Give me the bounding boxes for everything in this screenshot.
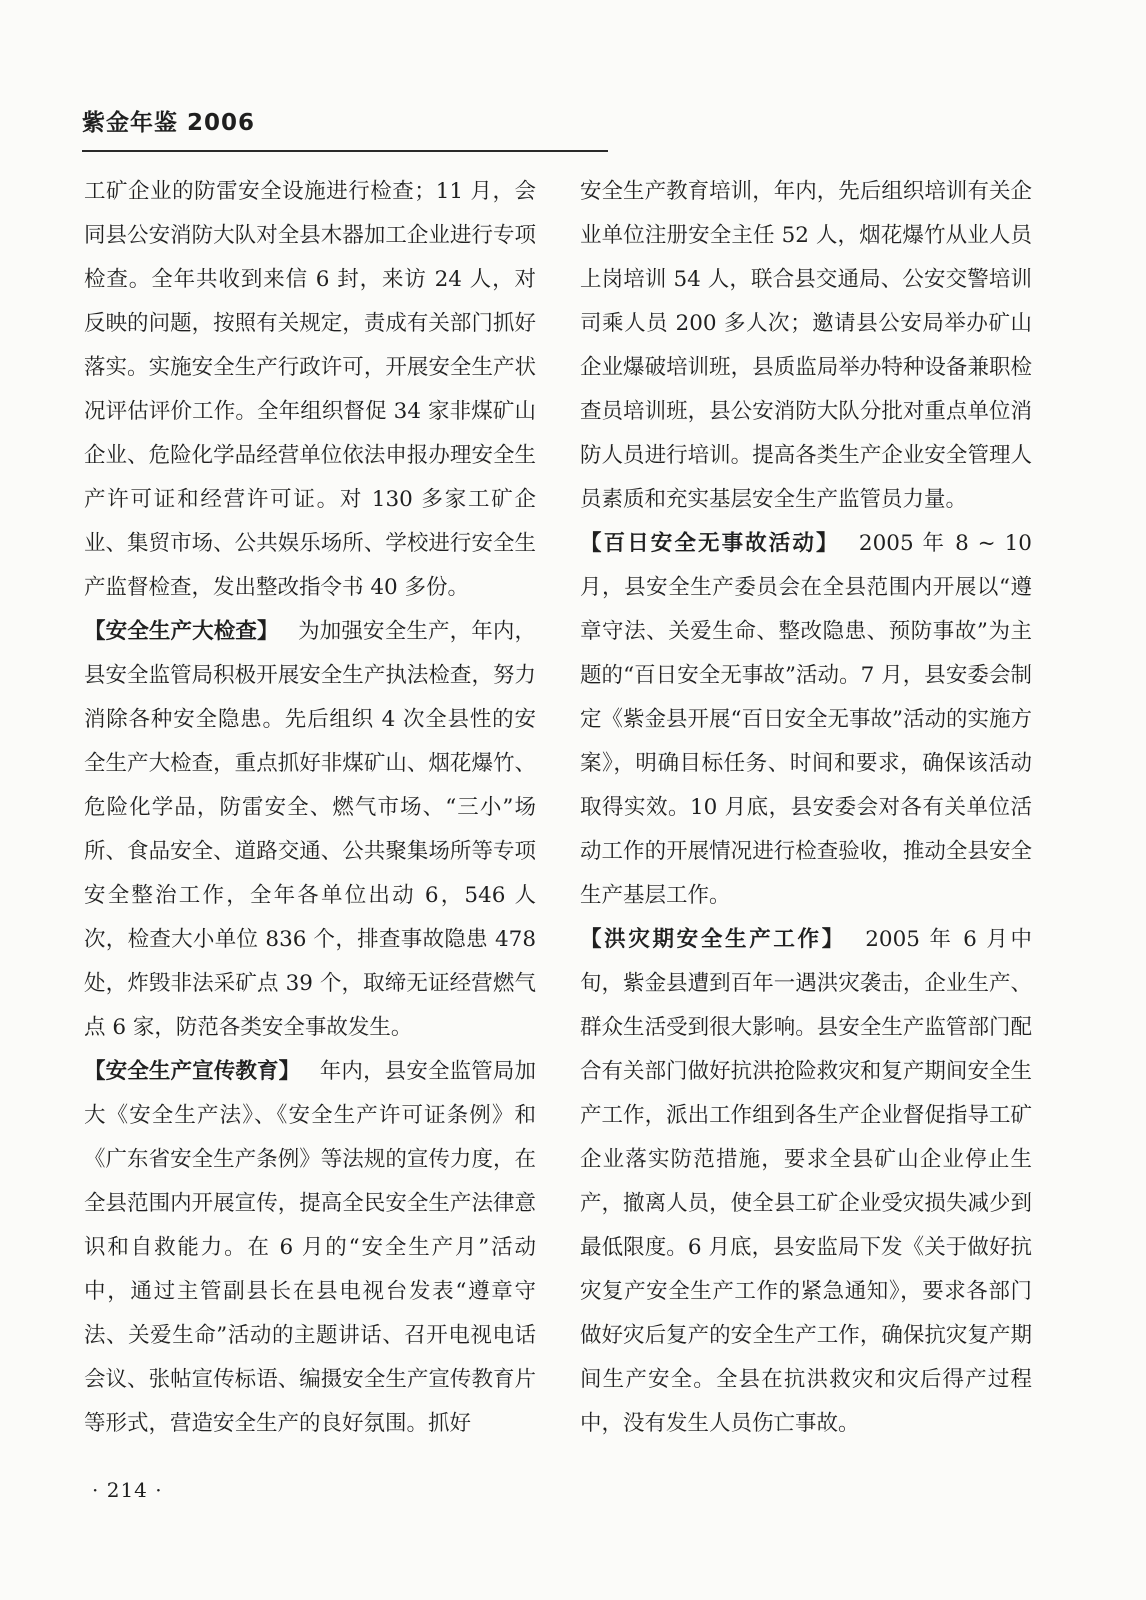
- paragraph-continued: [84, 170, 536, 610]
- section-body: 2005 年 6 月中旬，紫金县遭到百年一遇洪灾袭击，企业生产、群众生活受到很大影响。县安全生产监管部门配合有关部门做好抗洪抢险救灾和复产期间安全生产工作，派出工作组到各生产企业督促指导工矿企业落实防范措施，要求全县矿山企业停止生产，撤离人员，使全县工矿企业受灾损失减少到最低限度。6 月底，县安监局下发《关于做好抗灾复产安全生产工作的紧急通知》，要求各部门做好灾后复产的安全生产工作，确保抗灾复产期间生产安全。全县在抗洪救灾和灾后得产过程中，没有发生人员伤亡事故。: [580, 927, 1032, 1436]
- section-body: 年内，县安全监管局加大《安全生产法》、《安全生产许可证条例》和《广东省安全生产条例》等法规的宣传力度，在全县范围内开展宣传，提高全民安全生产法律意识和自救能力。在 6 月的“安全生产月”活动中，通过主管副县长在县电视台发表“遵章守法、关爱生命”活动的主题讲话、召开电视电话会议、张帖宣传标语、编摄安全生产宣传教育片等形式，营造安全生产的良好氛围。抓好: [84, 1059, 536, 1436]
- section-body: 2005 年 8 ~ 10 月，县安全生产委员会在全县范围内开展以“遵章守法、关爱生命、整改隐患、预防事故”为主题的“百日安全无事故”活动。7 月，县安委会制定《紫金县开展“百日安全无事故”活动的实施方案》，明确目标任务、时间和要求，确保该活动取得实效。10 月底，县安委会对各有关单位活动工作的开展情况进行检查验收，推动全县安全生产基层工作。: [580, 531, 1032, 908]
- section-safety-publicity: [84, 1050, 536, 1446]
- paragraph-text: 工矿企业的防雷安全设施进行检查；11 月，会同县公安消防大队对全县木器加工企业进行专项检查。全年共收到来信 6 封，来访 24 人，对反映的问题，按照有关规定，责成有关部门抓好落实。实施安全生产行政许可，开展安全生产状况评估评价工作。全年组织督促 34 家非煤矿山企业、危险化学品经营单位依法申报办理安全生产许可证和经营许可证。对 130 多家工矿企业、集贸市场、公共娱乐场所、学校进行安全生产监督检查，发出整改指令书 40 多份。: [84, 179, 536, 600]
- section-heading: 【百日安全无事故活动】: [580, 531, 840, 556]
- section-body: 为加强安全生产，年内，县安全监管局积极开展安全生产执法检查，努力消除各种安全隐患。先后组织 4 次全县性的安全生产大检查，重点抓好非煤矿山、烟花爆竹、危险化学品，防雷安全、燃气市场、“三小”场所、食品安全、道路交通、公共聚集场所等专项安全整治工作，全年各单位出动 6，546 人次，检查大小单位 836 个，排查事故隐患 478 处，炸毁非法采矿点 39 个，取缔无证经营燃气点 6 家，防范各类安全事故发生。: [84, 619, 536, 1040]
- left-column: [84, 170, 536, 1446]
- section-hundred-days: [580, 522, 1032, 918]
- section-safety-inspection: [84, 610, 536, 1050]
- section-heading: 【安全生产大检查】: [84, 619, 279, 644]
- page-number: · 214 ·: [92, 1478, 163, 1502]
- paragraph-text: 安全生产教育培训，年内，先后组织培训有关企业单位注册安全主任 52 人，烟花爆竹从业人员上岗培训 54 人，联合县交通局、公安交警培训司乘人员 200 多人次；邀请县公安局举办矿山企业爆破培训班，县质监局举办特种设备兼职检查员培训班，县公安消防大队分批对重点单位消防人员进行培训。提高各类生产企业安全管理人员素质和充实基层安全生产监管员力量。: [580, 179, 1032, 512]
- header-rule: [82, 150, 608, 152]
- paragraph-continued: [580, 170, 1032, 522]
- section-heading: 【安全生产宣传教育】: [84, 1059, 301, 1084]
- section-flood-period: [580, 918, 1032, 1446]
- running-header-title: 紫金年鉴 2006: [82, 110, 256, 136]
- right-column: [580, 170, 1032, 1446]
- section-heading: 【洪灾期安全生产工作】: [580, 927, 846, 952]
